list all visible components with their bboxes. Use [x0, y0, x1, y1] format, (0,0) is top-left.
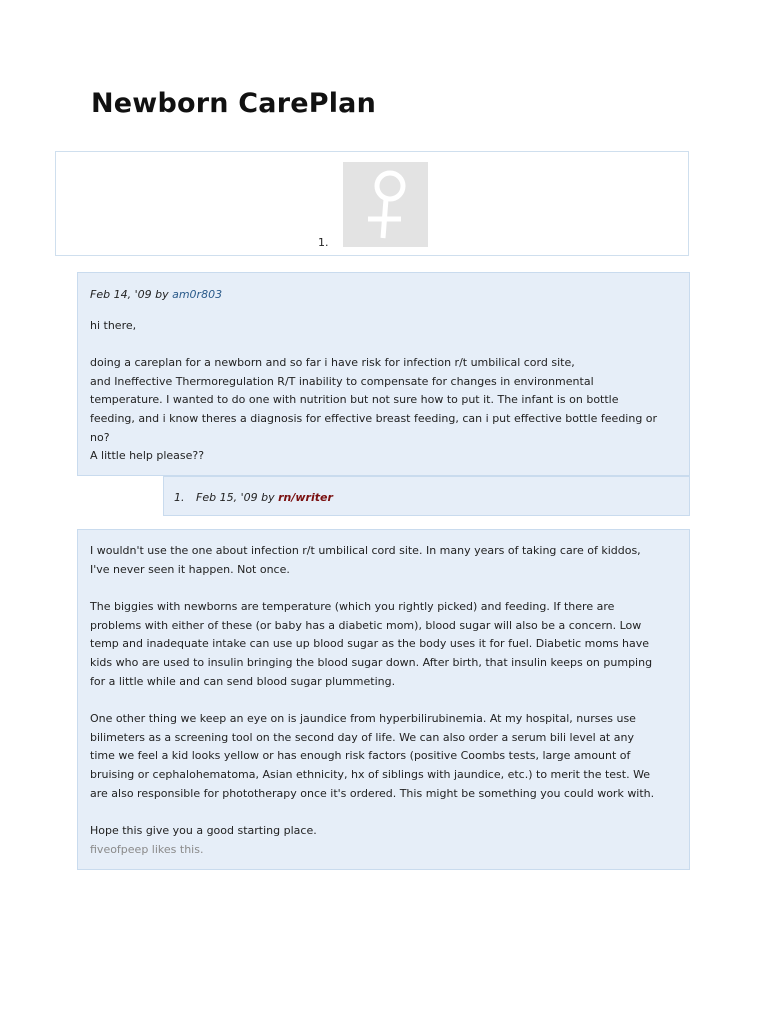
reply-author-link[interactable]: rn/writer	[278, 491, 333, 504]
page-title: Newborn CarePlan	[91, 88, 377, 119]
reply-paragraph	[90, 542, 677, 579]
reply-line: temp and inadequate intake can use up blood sugar as the body uses it for fuel. Diabetic moms have	[90, 637, 650, 651]
reply-paragraph	[90, 598, 677, 692]
post-meta	[90, 286, 677, 305]
reply-paragraph	[90, 710, 677, 804]
post-line: and Ineffective Thermoregulation R/T inability to compensate for changes in environmental	[90, 374, 594, 388]
reply-date: Feb 15, '09	[196, 491, 258, 504]
reply-number: 1.	[174, 491, 185, 504]
reply-line: bruising or cephalohematoma, Asian ethnicity, hx of siblings with jaundice, etc.) to merit the test. We	[90, 768, 651, 782]
post-line: temperature. I wanted to do one with nutrition but not sure how to put it. The infant is on bottle	[90, 393, 619, 407]
reply-line: bilimeters as a screening tool on the second day of life. We can also order a serum bili level at any	[90, 730, 634, 744]
post-date: Feb 14, '09	[90, 288, 152, 301]
post-by: by	[155, 288, 169, 301]
reply-closing: Hope this give you a good starting place.	[90, 823, 317, 837]
avatar[interactable]	[343, 162, 428, 247]
reply-line: I've never seen it happen. Not once.	[90, 562, 290, 576]
profile-card	[55, 151, 689, 256]
reply-line: kids who are used to insulin bringing the blood sugar down. After birth, that insulin keeps on pumping	[90, 656, 653, 670]
reply-post	[77, 529, 690, 870]
likes-note[interactable]: fiveofpeep likes this.	[90, 842, 204, 856]
post-line: A little help please??	[90, 449, 205, 463]
post-line: feeding, and i know theres a diagnosis for effective breast feeding, can i put effective bottle feeding or	[90, 412, 658, 426]
profile-number: 1.	[318, 236, 329, 249]
reply-line: I wouldn't use the one about infection r/t umbilical cord site. In many years of taking care of kiddos,	[90, 544, 641, 557]
original-post	[77, 272, 690, 476]
post-body	[90, 354, 677, 466]
reply-by: by	[261, 491, 275, 504]
author-link[interactable]: am0r803	[172, 288, 223, 301]
reply-line: The biggies with newborns are temperature (which you rightly picked) and feeding. If there are	[90, 599, 615, 613]
female-symbol-icon	[343, 162, 428, 247]
reply-line: for a little while and can send blood sugar plummeting.	[90, 674, 396, 688]
reply-line: problems with either of these (or baby has a diabetic mom), blood sugar will also be a concern. Low	[90, 618, 642, 632]
reply-header	[163, 476, 690, 516]
post-greeting: hi there,	[90, 318, 137, 332]
reply-line: One other thing we keep an eye on is jaundice from hyperbilirubinemia. At my hospital, nurses use	[90, 711, 636, 725]
post-line: no?	[90, 430, 110, 444]
reply-line: are also responsible for phototherapy once it's ordered. This might be something you could work with.	[90, 786, 655, 800]
post-line: doing a careplan for a newborn and so far i have risk for infection r/t umbilical cord site,	[90, 355, 575, 369]
reply-line: time we feel a kid looks yellow or has enough risk factors (positive Coombs tests, large amount of	[90, 749, 631, 763]
